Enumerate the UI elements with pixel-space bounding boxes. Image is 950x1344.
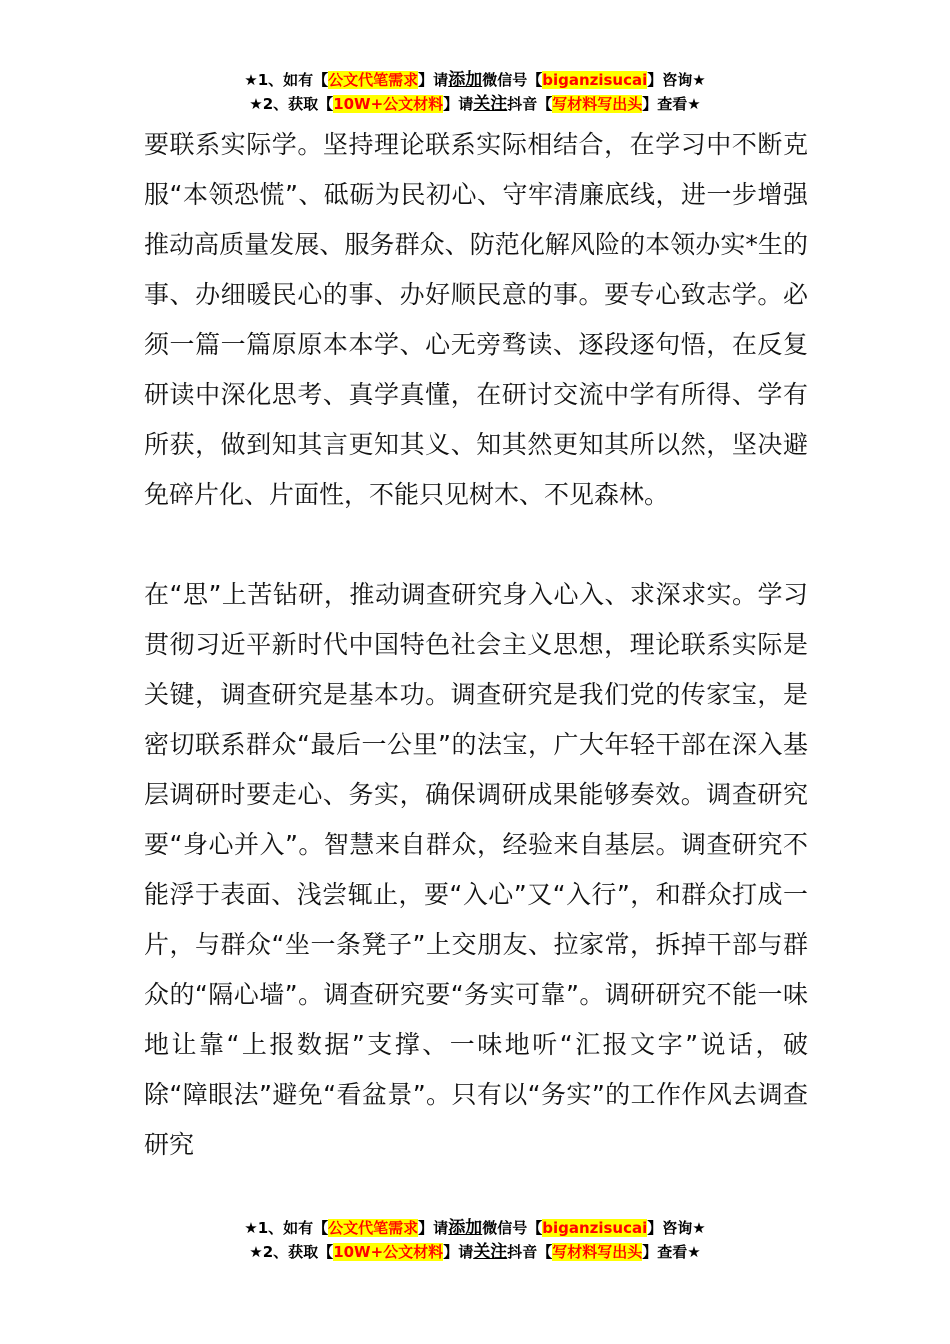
header-banner (0, 68, 950, 116)
footer-line-2-text: 】请 (443, 1243, 474, 1261)
banner-line-1 (0, 68, 950, 92)
banner-line-1-suffix: 】咨询★ (647, 71, 706, 89)
paragraph-2: 在“思”上苦钻研，推动调查研究身入心入、求深求实。学习贯彻习近平新时代中国特色社会主义思想，理论联系实际是关键，调查研究是基本功。调查研究是我们党的传家宝，是密切联系群众“最后一公里”的法宝，广大年轻干部在深入基层调研时要走心、务实，确保调研成果能够奏效。调查研究要“身心并入”。智慧来自群众，经验来自基层。调查研究不能浮于表面、浅尝辄止，要“入心”又“入行”，和群众打成一片，与群众“坐一条凳子”上交朋友、拉家常，拆掉干部与群众的“隔心墙”。调查研究要“务实可靠”。调研研究不能一味地让靠“上报数据”支撑、一味地听“汇报文字”说话，破除“障眼法”避免“看盆景”。只有以“务实”的工作作风去调查研究 (144, 580, 808, 1159)
banner-line-2-text-2: 抖音【 (507, 95, 553, 113)
banner-line-2-emphasis: 关注 (473, 94, 508, 114)
footer-line-2-prefix: ★2、获取【 (249, 1243, 334, 1261)
banner-line-2-text: 】请 (443, 95, 474, 113)
footer-line-2-text-2: 抖音【 (507, 1243, 553, 1261)
footer-banner-line-2 (0, 1240, 950, 1264)
banner-line-2-highlight-account: 写材料写出头 (552, 95, 643, 113)
banner-line-1-text-2: 微信号【 (482, 71, 543, 89)
document-body (144, 120, 808, 1170)
banner-line-2-highlight-materials: 10W+公文材料 (333, 95, 444, 113)
footer-banner-line-1 (0, 1216, 950, 1240)
footer-line-1-text-2: 微信号【 (482, 1219, 543, 1237)
banner-line-1-emphasis: 添加 (448, 70, 483, 90)
banner-line-2-suffix: 】查看★ (642, 95, 701, 113)
footer-line-1-emphasis: 添加 (448, 1218, 483, 1238)
banner-line-1-highlight-wechat-id: biganzisucai (542, 71, 648, 89)
banner-line-2 (0, 92, 950, 116)
footer-line-1-suffix: 】咨询★ (647, 1219, 706, 1237)
footer-banner (0, 1216, 950, 1264)
paragraph-1: 要联系实际学。坚持理论联系实际相结合，在学习中不断克服“本领恐慌”、砥砺为民初心、守牢清廉底线，进一步增强推动高质量发展、服务群众、防范化解风险的本领办实*生的事、办细暖民心的事、办好顺民意的事。要专心致志学。必须一篇一篇原原本本学、心无旁骛读、逐段逐句悟，在反复研读中深化思考、真学真懂，在研讨交流中学有所得、学有所获，做到知其言更知其义、知其然更知其所以然，坚决避免碎片化、片面性，不能只见树木、不见森林。 (144, 130, 808, 509)
banner-line-1-text: 】请 (418, 71, 449, 89)
footer-line-2-emphasis: 关注 (473, 1242, 508, 1262)
footer-line-2-suffix: 】查看★ (642, 1243, 701, 1261)
banner-line-1-prefix: ★1、如有【 (244, 71, 329, 89)
footer-line-1-text: 】请 (418, 1219, 449, 1237)
footer-line-2-highlight-account: 写材料写出头 (552, 1243, 643, 1261)
footer-line-1-prefix: ★1、如有【 (244, 1219, 329, 1237)
banner-line-1-highlight-service: 公文代笔需求 (328, 71, 419, 89)
footer-line-1-highlight-wechat-id: biganzisucai (542, 1219, 648, 1237)
footer-line-2-highlight-materials: 10W+公文材料 (333, 1243, 444, 1261)
footer-line-1-highlight-service: 公文代笔需求 (328, 1219, 419, 1237)
banner-line-2-prefix: ★2、获取【 (249, 95, 334, 113)
